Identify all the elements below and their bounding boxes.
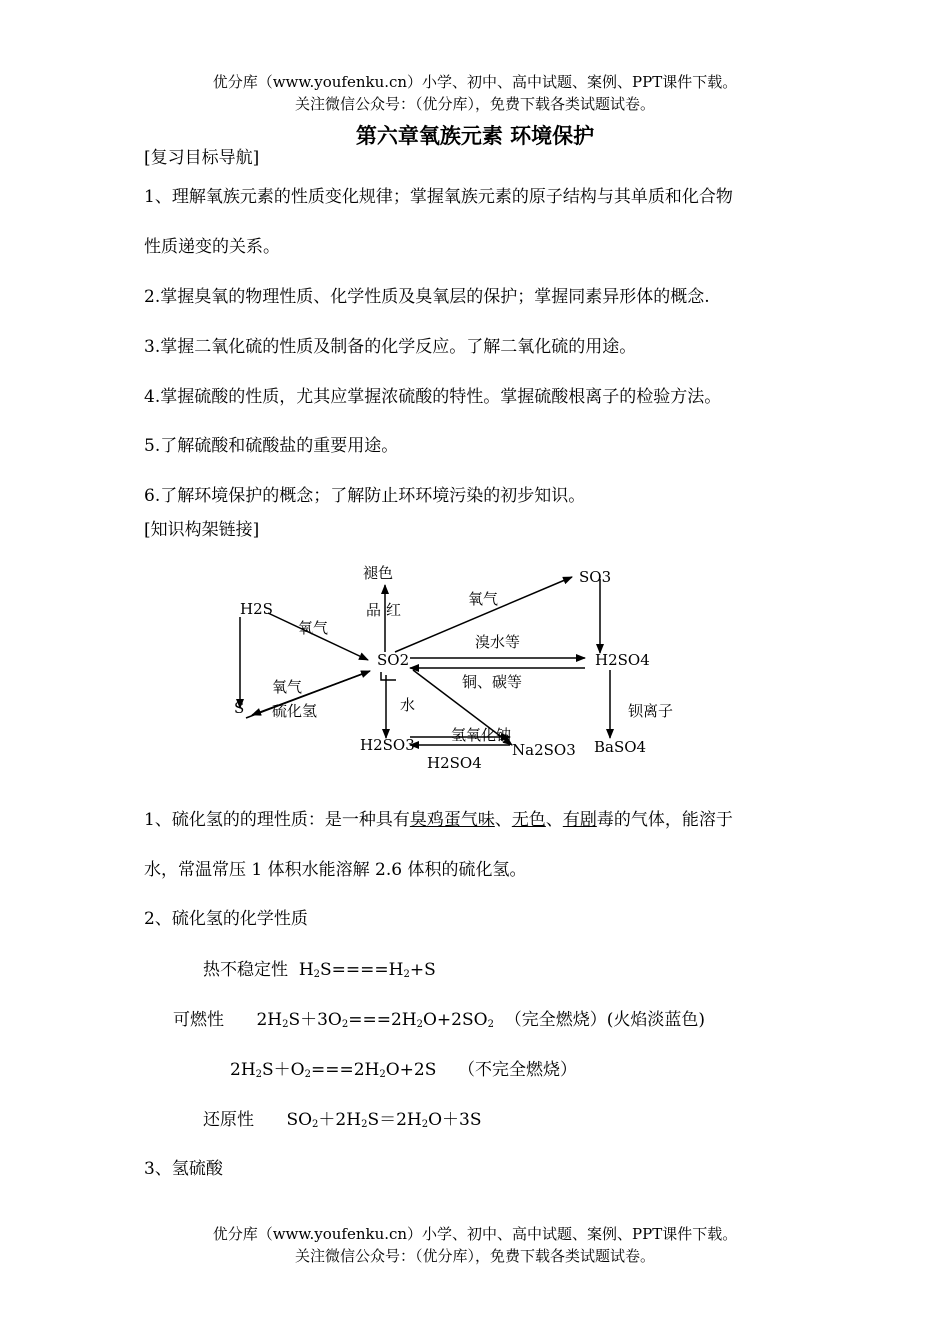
framework-heading: [知识构架链接] — [144, 520, 260, 540]
species-h2so4-bottom: H2SO4 — [427, 754, 482, 772]
underlined-term: 有剧 — [562, 810, 597, 830]
page-title: 第六章氧族元素 环境保护 — [355, 124, 595, 148]
goals-heading: [复习目标导航] — [144, 148, 260, 168]
equation-note: （完全燃烧）(火焰淡蓝色) — [504, 1010, 706, 1030]
goal-item: 6.了解环境保护的概念；了解防止环环境污染的初步知识。 — [144, 486, 586, 506]
label-oxygen-lower: 氧气 — [272, 678, 303, 696]
equation: $2H_2S+3O_2===2H_2O+2SO_2$ — [256, 1010, 494, 1030]
text-span: 1、硫化氢的的理性质：是一种具有 — [144, 810, 410, 830]
footer-line-1: 优分库（www.youfenku.cn）小学、初中、高中试题、案例、PPT课件下载。 — [212, 1225, 738, 1243]
footer-line-2: 关注微信公众号：（优分库），免费下载各类试题试卷。 — [294, 1247, 655, 1265]
species-na2so3: Na2SO3 — [512, 741, 576, 759]
equation: $H_2S====H_2+S$ — [298, 960, 436, 980]
equation: $2H_2S+O_2===2H_2O+2S$ — [230, 1060, 437, 1080]
goal-item: 3.掌握二氧化硫的性质及制备的化学反应。了解二氧化硫的用途。 — [144, 337, 637, 357]
reducing-line — [203, 1108, 482, 1137]
species-h2so3: H2SO3 — [360, 736, 415, 754]
species-s: S — [234, 699, 245, 717]
text-span: 、 — [545, 810, 563, 830]
equation: $SO_2+2H_2S=2H_2O+3S$ — [286, 1110, 482, 1130]
property-label: 还原性 — [203, 1110, 254, 1130]
text-span: 毒的气体，能溶于 — [596, 810, 733, 830]
hydrosulfuric-acid-heading: 3、氢硫酸 — [144, 1159, 223, 1179]
goal-item: 性质递变的关系。 — [144, 237, 280, 257]
label-copper: 铜、碳等 — [462, 673, 523, 691]
label-h2s-sulfide: 硫化氢 — [272, 702, 318, 720]
goal-item: 1、理解氧族元素的性质变化规律；掌握氧族元素的原子结构与其单质和化合物 — [144, 187, 733, 207]
species-h2s: H2S — [240, 600, 273, 618]
underlined-term: 无色 — [511, 810, 546, 830]
property-label: 热不稳定性 — [203, 960, 288, 980]
bracket-mark — [381, 672, 396, 680]
h2s-physical-line-2: 水，常温常压 1 体积水能溶解 2.6 体积的硫化氢。 — [144, 860, 527, 880]
label-hong: 红 — [386, 601, 402, 619]
incomplete-line — [230, 1058, 577, 1087]
label-fade: 褪色 — [363, 564, 394, 582]
label-oxygen-left: 氧气 — [298, 619, 329, 637]
species-so2: SO2 — [377, 651, 410, 669]
label-oxygen-top: 氧气 — [468, 590, 499, 608]
flammable-line — [173, 1008, 705, 1037]
label-water: 水 — [400, 696, 416, 714]
label-naoh: 氢氧化钠 — [451, 726, 512, 744]
label-barium: 钡离子 — [628, 702, 674, 720]
header-line-1: 优分库（www.youfenku.cn）小学、初中、高中试题、案例、PPT课件下载。 — [212, 73, 738, 91]
equation-note: （不完全燃烧） — [458, 1060, 578, 1080]
species-h2so4-right: H2SO4 — [595, 651, 650, 669]
sulfur-relations-diagram — [220, 555, 674, 775]
underlined-term: 臭鸡蛋气味 — [409, 810, 495, 830]
h2s-chem-heading: 2、硫化氢的化学性质 — [144, 909, 308, 929]
header-line-2: 关注微信公众号：（优分库），免费下载各类试题试卷。 — [294, 95, 655, 113]
label-pin: 品 — [366, 601, 382, 619]
species-baso4: BaSO4 — [594, 738, 647, 756]
property-label: 可燃性 — [173, 1010, 224, 1030]
thermal-line — [203, 958, 436, 987]
goal-item: 2.掌握臭氧的物理性质、化学性质及臭氧层的保护；掌握同素异形体的概念. — [144, 287, 710, 307]
goal-item: 5.了解硫酸和硫酸盐的重要用途。 — [144, 436, 399, 456]
species-so3: SO3 — [579, 568, 612, 586]
text-span: 、 — [494, 810, 512, 830]
h2s-physical-line-1 — [144, 808, 733, 832]
label-bromine: 溴水等 — [475, 633, 521, 651]
goal-item: 4.掌握硫酸的性质，尤其应掌握浓硫酸的特性。掌握硫酸根离子的检验方法。 — [144, 387, 722, 407]
